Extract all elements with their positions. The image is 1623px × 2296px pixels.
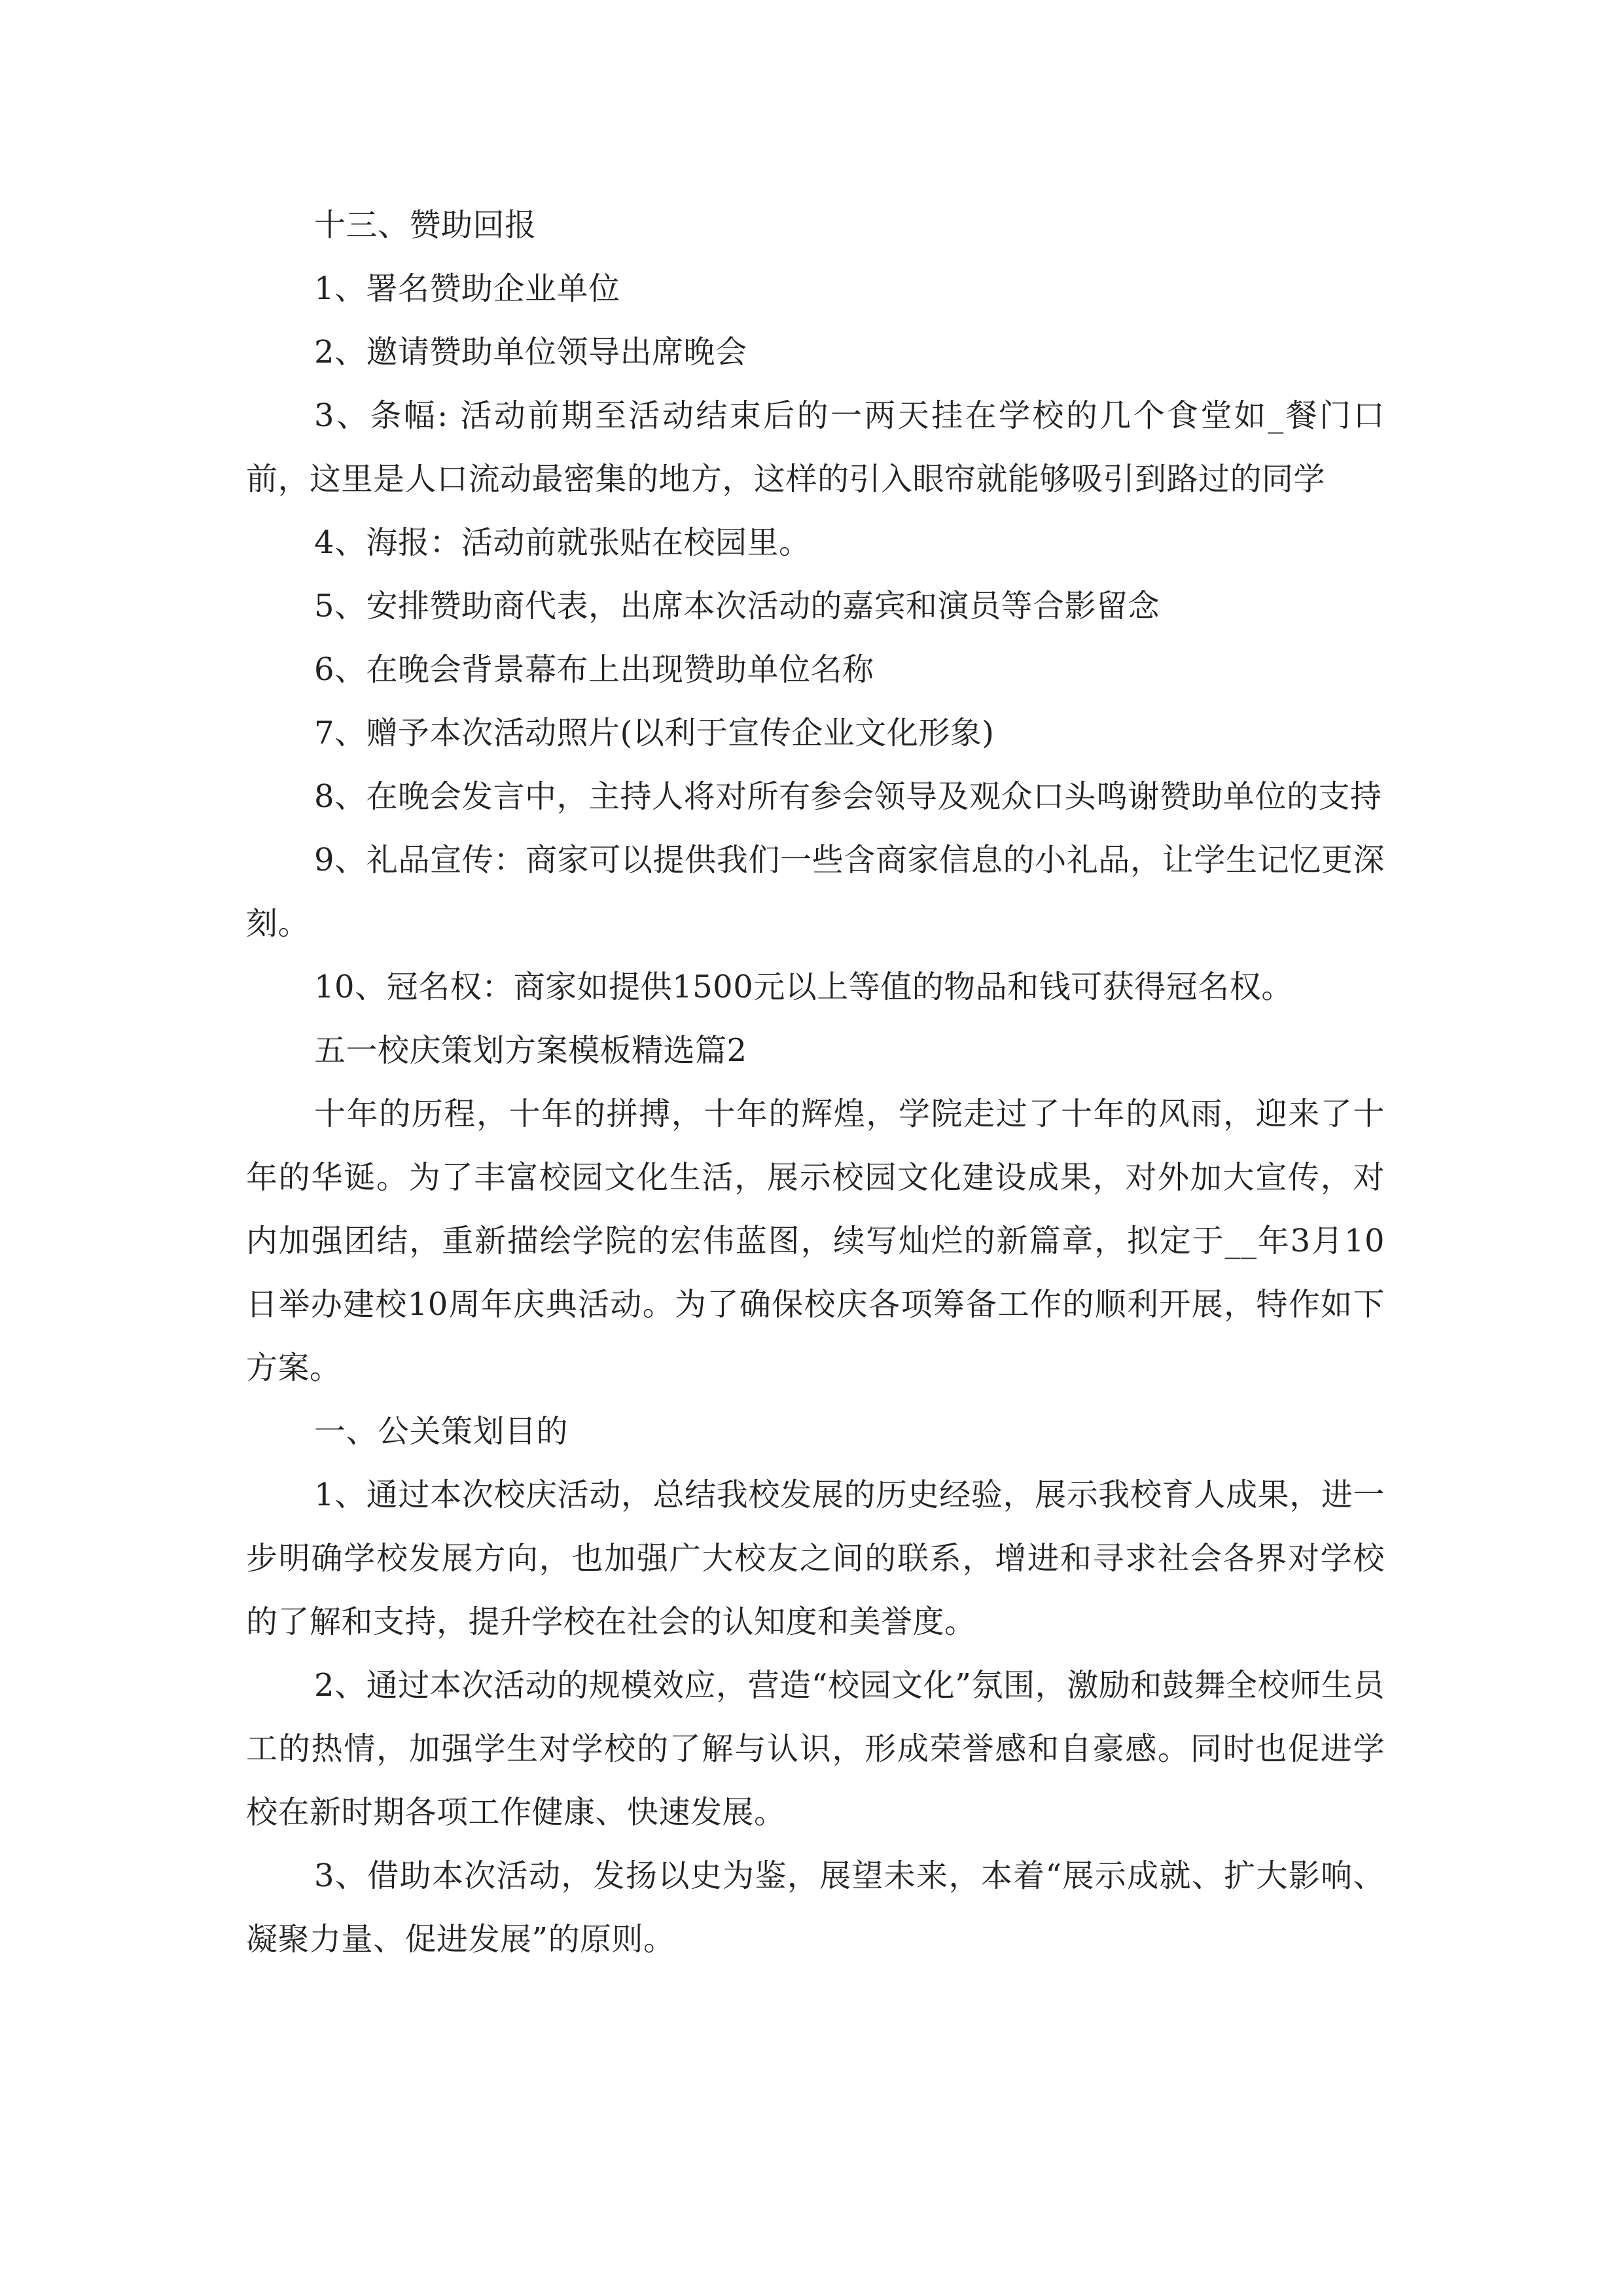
list-item: 3、借助本次活动，发扬以史为鉴，展望未来，本着“展示成就、扩大影响、凝聚力量、促进发展”的原则。 [246, 1857, 1385, 1958]
document-page [246, 194, 1385, 1971]
intro-paragraph: 十年的历程，十年的拼搏，十年的辉煌，学院走过了十年的风雨，迎来了十年的华诞。为了丰富校园文化生活，展示校园文化建设成果，对外加大宣传，对内加强团结，重新描绘学院的宏伟蓝图，续写灿烂的新篇章，拟定于__年3月10日举办建校10周年庆典活动。为了确保校庆各项筹备工作的顺利开展，特作如下方案。 [246, 1096, 1385, 1386]
article-title: 五一校庆策划方案模板精选篇2 [314, 1032, 747, 1069]
list-item: 4、海报：活动前就张贴在校园里。 [314, 524, 811, 561]
list-item: 6、在晚会背景幕布上出现赞助单位名称 [314, 651, 874, 688]
list-item: 2、通过本次活动的规模效应，营造“校园文化”氛围，激励和鼓舞全校师生员工的热情，加强学生对学校的了解与认识，形成荣誉感和自豪感。同时也促进学校在新时期各项工作健康、快速发展。 [246, 1667, 1385, 1831]
list-item: 10、冠名权：商家如提供1500元以上等值的物品和钱可获得冠名权。 [314, 969, 1293, 1005]
list-item: 3、条幅: 活动前期至活动结束后的一两天挂在学校的几个食堂如_餐门口前，这里是人口流动最密集的地方，这样的引入眼帘就能够吸引到路过的同学 [246, 397, 1385, 497]
list-item: 7、赠予本次活动照片(以利于宣传企业文化形象) [314, 715, 995, 751]
section-heading-pr-purpose: 一、公关策划目的 [314, 1413, 569, 1450]
list-item: 9、礼品宣传：商家可以提供我们一些含商家信息的小礼品，让学生记忆更深刻。 [246, 842, 1385, 942]
section-heading-sponsorship-return: 十三、赞助回报 [314, 207, 537, 243]
list-item: 1、署名赞助企业单位 [314, 270, 620, 307]
list-item: 1、通过本次校庆活动，总结我校发展的历史经验，展示我校育人成果，进一步明确学校发展方向，也加强广大校友之间的联系，增进和寻求社会各界对学校的了解和支持，提升学校在社会的认知度和美誉度。 [246, 1477, 1385, 1640]
list-item: 8、在晚会发言中，主持人将对所有参会领导及观众口头鸣谢赞助单位的支持 [314, 778, 1382, 815]
list-item: 5、安排赞助商代表，出席本次活动的嘉宾和演员等合影留念 [314, 588, 1160, 624]
list-item: 2、邀请赞助单位领导出席晚会 [314, 334, 747, 370]
